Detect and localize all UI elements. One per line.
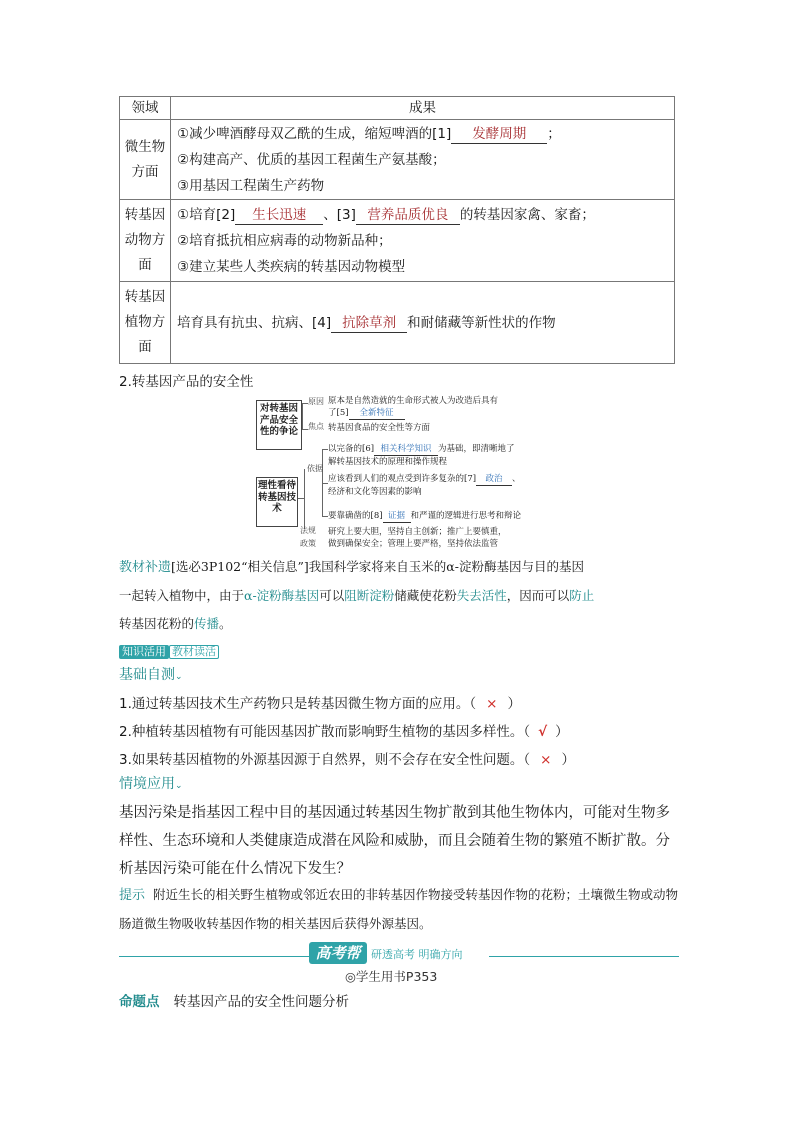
micro-line-1 (177, 121, 674, 147)
answer-2: 生长迅速 (235, 206, 323, 225)
scenario-text: 基因污染是指基因工程中目的基因通过转基因生物扩散到其他生物体内，可能对生物多样性、生态环境和人类健康造成潜在风险和威胁，而且会随着生物的繁殖不断扩散。分析基因污染可能在什么情况下发生？ (119, 805, 670, 877)
micro-line-2: ②构建高产、优质的基因工程菌生产氨基酸； (177, 151, 446, 168)
tag-group (119, 640, 219, 659)
text: 应该看到人们的观点受到许多复杂的[7] (328, 474, 477, 484)
row-label-text: 转基因植物方面 (124, 289, 166, 355)
plant-line-1 (177, 310, 674, 336)
answer-1: 发酵周期 (451, 125, 547, 144)
text: 一起转入植物中，由于 (119, 588, 245, 603)
row-label-micro (120, 120, 171, 200)
text: 、[3] (323, 206, 356, 223)
answer-6: 相关科学知识 (374, 443, 438, 456)
question-2 (119, 718, 679, 746)
text (328, 407, 498, 420)
text: 解转基因技术的原理和操作规程 (328, 457, 448, 467)
scenario-hint (119, 881, 679, 938)
text: 基础自测 (119, 667, 175, 683)
supplement-label: 教材补遗 (119, 560, 172, 575)
text: 了[5] (328, 408, 349, 418)
header-field: 领域 (120, 97, 171, 120)
row-plant-content (171, 282, 675, 364)
hint-label: 提示 (119, 888, 146, 903)
exam-banner (119, 940, 679, 990)
micro-line-3: ③用基因工程菌生产药物 (177, 177, 325, 194)
text: 2.种植转基因植物有可能因基因扩散而影响野生植物的基因多样性。（ (119, 724, 531, 740)
row-label-text: 转基因动物方面 (124, 207, 166, 273)
text: 3.如果转基因植物的外源基因源于自然界，则不会存在安全性问题。（ (119, 752, 531, 768)
animal-line-3: ③建立某些人类疾病的转基因动物模型 (177, 258, 406, 275)
diagram-basis-2 (328, 473, 521, 498)
text: 原本是自然造就的生命形式被人为改造后具有 (328, 396, 499, 406)
text: ） (507, 696, 521, 712)
answer-mark: × (486, 696, 498, 712)
chevron-down-icon: ⌄ (175, 672, 183, 682)
row-micro-content (171, 120, 675, 200)
supplement-paragraph (119, 553, 679, 638)
tag-knowledge: 知识活用 (119, 645, 169, 659)
topic-line (119, 990, 349, 1010)
connector (304, 469, 305, 529)
question-1 (119, 690, 679, 718)
safety-diagram (250, 393, 550, 553)
diagram-focus-text: 转基因食品的安全性等方面 (328, 423, 431, 433)
tag-textbook: 教材读活 (169, 645, 219, 659)
achievements-table (119, 96, 675, 364)
answer-3: 营养品质优良 (356, 206, 460, 225)
text: 的转基因家禽、家畜； (459, 206, 595, 223)
scenario-title (119, 773, 183, 793)
row-label-text: 微生物方面 (124, 138, 166, 180)
label-regulation: 法规 (300, 526, 316, 535)
text: 、 (512, 474, 521, 484)
answer-5: 全新特征 (349, 407, 405, 420)
chevron-down-icon: ⌄ (175, 781, 183, 791)
banner-rule-left (119, 956, 309, 957)
banner-rule-right (489, 956, 679, 957)
basic-questions (119, 690, 679, 774)
text: 1.通过转基因技术生产药物只是转基因微生物方面的应用。（ (119, 696, 477, 712)
text: 储藏使花粉 (394, 588, 457, 603)
diagram-policy-text (328, 526, 507, 550)
answer-4: 抗除草剂 (331, 314, 407, 333)
topic-text: 转基因产品的安全性问题分析 (173, 994, 349, 1010)
answer-7: 政治 (476, 473, 512, 486)
header-result: 成果 (171, 97, 675, 120)
banner-subtitle: 研透高考 明确方向 (371, 948, 463, 961)
question-3 (119, 746, 679, 774)
text: 经济和文化等因素的影响 (328, 487, 422, 497)
supplement-line-3 (119, 610, 679, 638)
connector (302, 403, 303, 430)
text: ①培育[2] (177, 206, 236, 223)
text: 做到确保安全；管理上要严格，坚持依法监管 (328, 539, 499, 549)
text: 研究上要大胆，坚持自主创新；推广上要慎重， (328, 527, 507, 537)
keyword: 防止 (569, 588, 595, 603)
answer-mark: √ (538, 724, 548, 740)
keyword: α-淀粉酶基因 (244, 588, 320, 603)
section-title: 2.转基因产品的安全性 (119, 374, 254, 390)
text (328, 473, 521, 486)
text: ，因而可以 (506, 588, 570, 603)
text: 和耐储藏等新性状的作物 (407, 314, 556, 331)
text: [选必3P102“相关信息”]我国科学家将来自玉米的α-淀粉酶基因与目的基因 (171, 559, 584, 574)
banner-title: 高考帮 (309, 942, 367, 964)
diagram-basis-1 (328, 443, 515, 468)
diagram-basis-3 (328, 510, 521, 523)
text: 可以 (319, 588, 345, 603)
animal-line-2: ②培育抵抗相应病毒的动物新品种； (177, 232, 392, 249)
supplement-line-2 (119, 582, 679, 610)
text: ） (561, 752, 575, 768)
answer-mark: × (540, 752, 552, 768)
text: ； (547, 125, 561, 142)
label-basis: 依据 (307, 464, 323, 473)
label-cause: 原因 (308, 397, 324, 406)
rational-box: 理性看待转基因技术 (256, 477, 298, 527)
text: 。 (219, 616, 232, 631)
text: 培育具有抗虫、抗病、[4] (177, 314, 332, 331)
topic-label: 命题点 (119, 994, 160, 1010)
text: 附近生长的相关野生植物或邻近农田的非转基因作物接受转基因作物的花粉；土壤微生物或动物肠道微生物吸收转基因作物的相关基因后获得外源基因。 (119, 887, 679, 931)
diagram-cause-text (328, 395, 498, 420)
row-label-plant (120, 282, 171, 364)
text: ） (555, 724, 569, 740)
row-animal-content (171, 200, 675, 282)
text: ①减少啤酒酵母双乙酰的生成，缩短啤酒的[1] (177, 125, 452, 142)
text: 要靠确凿的[8] (328, 511, 383, 521)
text: 转基因花粉的 (119, 616, 195, 631)
basic-test-title (119, 664, 183, 684)
text: 为基础，即清晰地了 (438, 444, 515, 454)
text (328, 443, 515, 456)
supplement-line-1 (119, 553, 679, 582)
text: 和严谨的逻辑进行思考和辩论 (410, 511, 522, 521)
answer-8: 证据 (383, 510, 411, 523)
label-policy: 政策 (300, 539, 316, 548)
text: 情境应用 (119, 776, 175, 792)
dispute-box: 对转基因产品安全性的争论 (256, 400, 302, 450)
row-label-animal (120, 200, 171, 282)
keyword: 失去活性 (456, 588, 507, 603)
label-focus: 焦点 (308, 422, 324, 431)
keyword: 阻断淀粉 (344, 588, 395, 603)
text: 以完备的[6] (328, 444, 375, 454)
animal-line-1 (177, 202, 674, 228)
keyword: 传播 (194, 616, 220, 631)
banner-ref: ◎学生用书P353 (345, 969, 438, 984)
